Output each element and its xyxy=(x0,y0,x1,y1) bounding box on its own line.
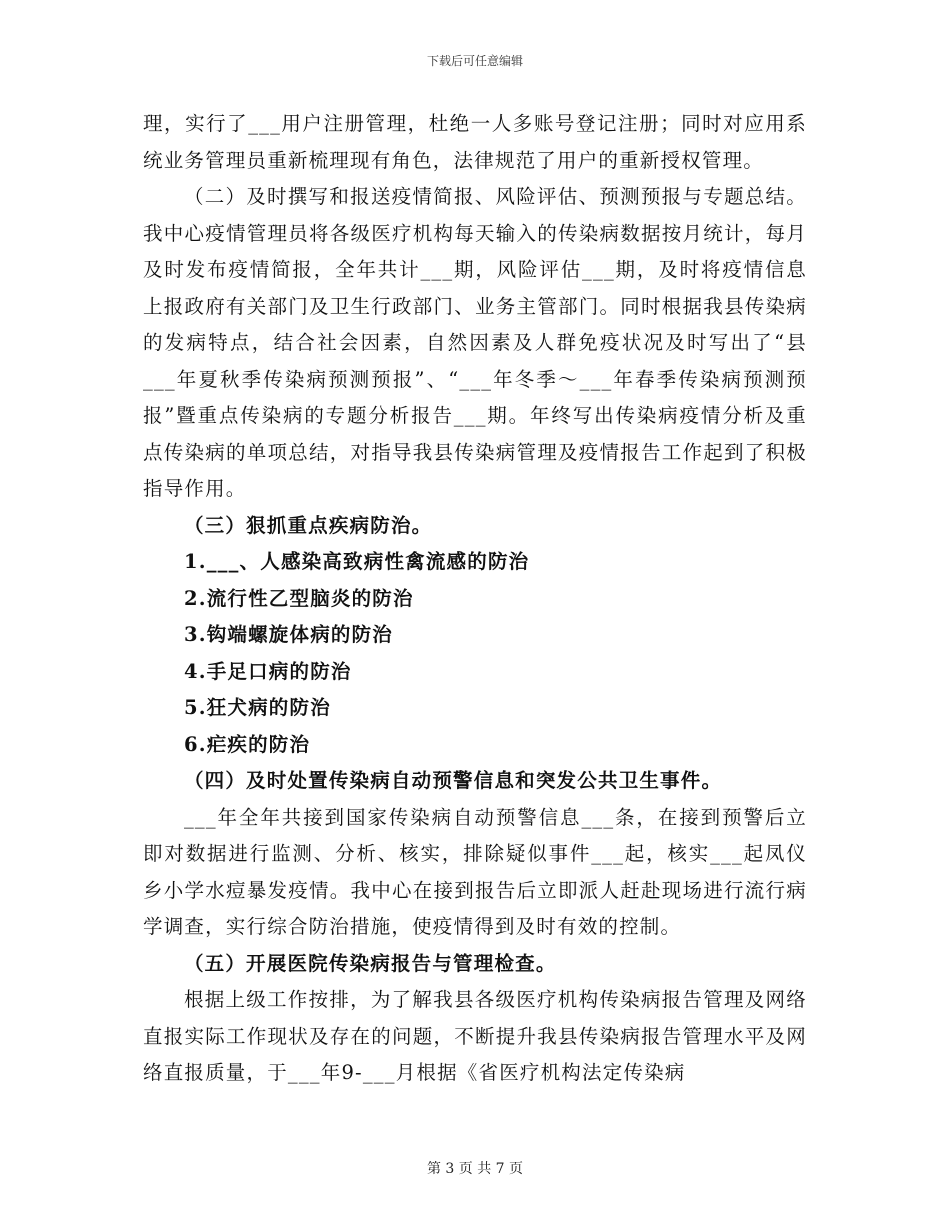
paragraph-section-2: （二）及时撰写和报送疫情简报、风险评估、预测预报与专题总结。我中心疫情管理员将各级医疗机构每天输入的传染病数据按月统计，每月及时发布疫情简报，全年共计___期，风险评估___期，及时将疫情信息上报政府有关部门及卫生行政部门、业务主管部门。同时根据我县传染病的发病特点，结合社会因素，自然因素及人群免疫状况及时写出了“县___年夏秋季传染病预测预报”、“___年冬季～___年春季传染病预测预报”暨重点传染病的专题分析报告___期。年终写出传染病疫情分析及重点传染病的单项总结，对指导我县传染病管理及疫情报告工作起到了积极指导作用。 xyxy=(143,185,807,500)
heading-section-3: （三）狠抓重点疾病防治。 xyxy=(183,513,433,537)
page-footer: 第 3 页 共 7 页 xyxy=(426,1161,524,1177)
document-body xyxy=(143,106,807,1092)
heading-section-5: （五）开展医院传染病报告与管理检查。 xyxy=(183,951,557,975)
page-header: 下载后可任意编辑 xyxy=(426,54,523,68)
list-item-3: 3.钩端螺旋体病的防治 xyxy=(183,623,393,646)
paragraph-section-5: 根据上级工作按排，为了解我县各级医疗机构传染病报告管理及网络直报实际工作现状及存在的问题，不断提升我县传染病报告管理水平及网络直报质量，于___年9-___月根据《省医疗机构法定传染病 xyxy=(143,988,807,1084)
list-item-5: 5.狂犬病的防治 xyxy=(183,696,331,719)
list-item-4: 4.手足口病的防治 xyxy=(183,659,352,683)
list-item-6: 6.疟疾的防治 xyxy=(183,732,311,756)
list-item-2: 2.流行性乙型脑炎的防治 xyxy=(183,586,414,610)
paragraph-section-4: ___年全年共接到国家传染病自动预警信息___条，在接到预警后立即对数据进行监测、分析、核实，排除疑似事件___起，核实___起凤仪乡小学水痘暴发疫情。我中心在接到报告后立即派人赶赴现场进行流行病学调查，实行综合防治措施，使疫情得到及时有效的控制。 xyxy=(143,805,807,938)
list-item-1: 1.___、人感染高致病性禽流感的防治 xyxy=(183,550,530,573)
paragraph-continued: 理，实行了___用户注册管理，杜绝一人多账号登记注册；同时对应用系统业务管理员重新梳理现有角色，法律规范了用户的重新授权管理。 xyxy=(143,112,807,172)
heading-section-4: （四）及时处置传染病自动预警信息和突发公共卫生事件。 xyxy=(183,769,723,792)
